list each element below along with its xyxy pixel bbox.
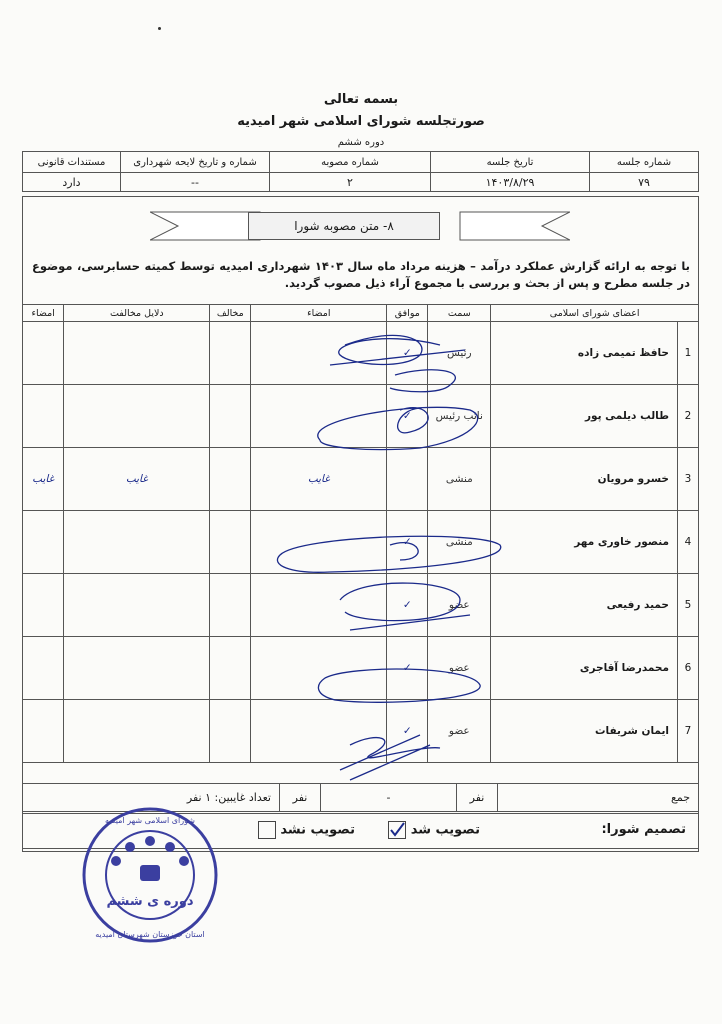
meta-header-session-date: تاریخ جلسه [431, 152, 590, 173]
resolution-title: ۸- متن مصوبه شورا [248, 212, 440, 240]
signature-2-cell [23, 322, 64, 385]
signature-cell [251, 574, 387, 637]
approved-checkbox [388, 821, 406, 839]
sum-disagree-value: - [321, 784, 457, 812]
meta-header-legal-docs: مستندات قانونی [23, 152, 121, 173]
disagree-cell [210, 448, 251, 511]
member-role: منشی [428, 511, 491, 574]
check-icon [389, 822, 405, 838]
table-row [23, 448, 699, 511]
member-role: عضو [428, 574, 491, 637]
col-signature-2: امضاء [23, 305, 64, 322]
agree-check: ✓ [387, 322, 428, 385]
disagree-cell [210, 700, 251, 763]
seal-top-text: شورای اسلامی شهر امیدیه [105, 816, 195, 825]
scan-speck [158, 27, 161, 30]
rejected-label: تصویب نشد [280, 822, 355, 838]
reason-cell [64, 637, 210, 700]
row-number: 1 [678, 322, 699, 385]
member-role: عضو [428, 700, 491, 763]
agree-check: ✓ [387, 511, 428, 574]
member-name: منصور خاوری مهر [491, 511, 678, 574]
absent-mark: غایب [64, 448, 210, 511]
approved-label: تصویب شد [410, 822, 480, 838]
agree-check: ✓ [387, 637, 428, 700]
col-reasons: دلایل مخالفت [64, 305, 210, 322]
header-basmala: بسمه تعالی [323, 92, 399, 107]
meta-header-session-number: شماره جلسه [590, 152, 699, 173]
signature-2-cell [23, 385, 64, 448]
member-name: حافظ تمیمی زاده [491, 322, 678, 385]
row-number: 6 [678, 637, 699, 700]
disagree-cell [210, 322, 251, 385]
signature-2-cell [23, 637, 64, 700]
member-role: عضو [428, 637, 491, 700]
signature-cell [251, 322, 387, 385]
table-row [23, 637, 699, 700]
disagree-cell [210, 511, 251, 574]
signature-cell [251, 700, 387, 763]
member-name: خسرو مرویان [491, 448, 678, 511]
sum-agree-unit: نفر [457, 784, 498, 812]
approved-option [384, 821, 480, 839]
absent-mark: غایب [23, 448, 64, 511]
reason-cell [64, 574, 210, 637]
member-role: منشی [428, 448, 491, 511]
table-row [23, 574, 699, 637]
col-disagree: مخالف [210, 305, 251, 322]
agree-check: ✓ [387, 385, 428, 448]
member-name: ایمان شریفات [491, 700, 678, 763]
col-members: اعضای شورای اسلامی [491, 305, 699, 322]
meta-resolution-number: ۲ [270, 173, 431, 192]
meta-session-number: ۷۹ [590, 173, 699, 192]
signature-2-cell [23, 700, 64, 763]
member-name: طالب دیلمی پور [491, 385, 678, 448]
reason-cell [64, 700, 210, 763]
decision-label: تصمیم شورا: [601, 822, 686, 837]
disagree-cell [210, 637, 251, 700]
table-row [23, 700, 699, 763]
sum-label: جمع [498, 784, 699, 812]
signature-cell [251, 637, 387, 700]
col-agree: موافق [387, 305, 428, 322]
signature-cell [251, 385, 387, 448]
sum-absent: تعداد غایبین: ۱ نفر [23, 784, 280, 812]
meta-bill: -- [121, 173, 270, 192]
sum-disagree-unit: نفر [280, 784, 321, 812]
reason-cell [64, 322, 210, 385]
disagree-cell [210, 385, 251, 448]
seal-center-text: دوره ی ششم [106, 894, 194, 909]
row-number: 5 [678, 574, 699, 637]
meta-session-date: ۱۴۰۳/۸/۲۹ [431, 173, 590, 192]
rejected-checkbox [258, 821, 276, 839]
col-role: سمت [428, 305, 491, 322]
rejected-option [254, 821, 355, 839]
agree-check: ✓ [387, 574, 428, 637]
official-seal [80, 803, 220, 948]
table-row [23, 322, 699, 385]
seal-bottom-text: استان خوزستان شهرستان امیدیه [95, 930, 205, 939]
table-row [23, 511, 699, 574]
signature-2-cell [23, 511, 64, 574]
header-term: دوره ششم [337, 137, 385, 148]
col-signature: امضاء [251, 305, 387, 322]
reason-cell [64, 511, 210, 574]
resolution-text: با توجه به ارائه گزارش عملکرد درآمد – هزینه مرداد ماه سال ۱۴۰۳ شهرداری امیدیه توسط کمیته حسابرسی، موضوع در جلسه مطرح و پس از بحث و بررسی با مجموع آراء ذیل مصوب گردید. [32, 259, 690, 290]
row-number: 2 [678, 385, 699, 448]
absent-mark: غایب [251, 448, 387, 511]
table-row [23, 385, 699, 448]
signature-2-cell [23, 574, 64, 637]
votes-table [22, 304, 699, 763]
agree-check: ✓ [387, 700, 428, 763]
meta-header-resolution-number: شماره مصوبه [270, 152, 431, 173]
header-title: صورتجلسه شورای اسلامی شهر امیدیه [237, 114, 485, 129]
row-number: 4 [678, 511, 699, 574]
member-name: محمدرضا آقاجری [491, 637, 678, 700]
member-role: نائب رئیس [428, 385, 491, 448]
meta-table [22, 151, 699, 192]
member-role: رئیس [428, 322, 491, 385]
signature-cell [251, 511, 387, 574]
row-number: 3 [678, 448, 699, 511]
disagree-cell [210, 574, 251, 637]
reason-cell [64, 385, 210, 448]
row-number: 7 [678, 700, 699, 763]
meta-legal-docs: دارد [23, 173, 121, 192]
agree-cell [387, 448, 428, 511]
meta-header-bill: شماره و تاریخ لایحه شهرداری [121, 152, 270, 173]
member-name: حمید رفیعی [491, 574, 678, 637]
